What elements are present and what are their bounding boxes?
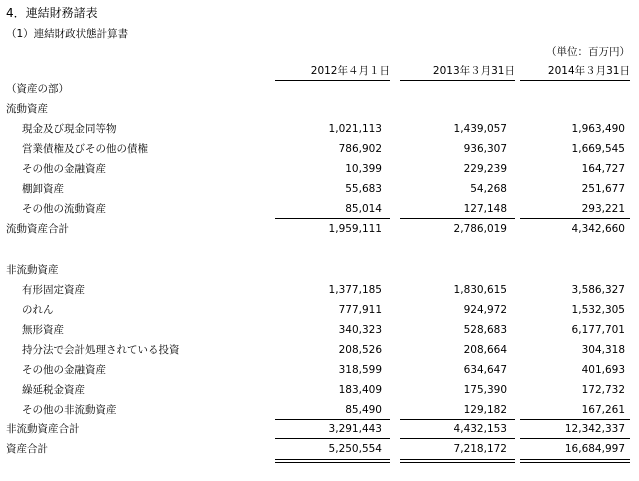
cell-value: 304,318 bbox=[581, 344, 625, 356]
section-title: 4．連結財務諸表 bbox=[6, 6, 98, 20]
row-label: 持分法で会計処理されている投資 bbox=[22, 344, 180, 356]
subtotal-rule bbox=[520, 438, 630, 439]
cell-value: 183,409 bbox=[338, 384, 382, 396]
cell-value: 786,902 bbox=[338, 143, 382, 155]
row-label: その他の非流動資産 bbox=[22, 404, 117, 416]
cell-value: 2,786,019 bbox=[453, 223, 507, 235]
row-label: のれん bbox=[22, 304, 54, 316]
subtotal-rule bbox=[400, 419, 515, 420]
row-label: 非流動資産合計 bbox=[6, 423, 80, 435]
cell-value: 7,218,172 bbox=[453, 443, 507, 455]
cell-value: 12,342,337 bbox=[564, 423, 625, 435]
cell-value: 16,684,997 bbox=[564, 443, 625, 455]
subtotal-rule bbox=[520, 218, 630, 219]
row-label: 繰延税金資産 bbox=[22, 384, 85, 396]
row-label: （資産の部） bbox=[6, 83, 69, 95]
cell-value: 229,239 bbox=[463, 163, 507, 175]
cell-value: 167,261 bbox=[581, 404, 625, 416]
subtotal-rule bbox=[400, 218, 515, 219]
total-double-rule bbox=[400, 459, 515, 463]
cell-value: 129,182 bbox=[463, 404, 507, 416]
cell-value: 3,291,443 bbox=[328, 423, 382, 435]
cell-value: 1,959,111 bbox=[328, 223, 382, 235]
cell-value: 208,664 bbox=[463, 344, 507, 356]
cell-value: 936,307 bbox=[463, 143, 507, 155]
cell-value: 208,526 bbox=[338, 344, 382, 356]
cell-value: 1,021,113 bbox=[328, 123, 382, 135]
row-label: 流動資産 bbox=[6, 103, 48, 115]
cell-value: 1,963,490 bbox=[571, 123, 625, 135]
cell-value: 1,669,545 bbox=[571, 143, 625, 155]
cell-value: 85,014 bbox=[345, 203, 382, 215]
subtotal-rule bbox=[400, 438, 515, 439]
cell-value: 1,439,057 bbox=[453, 123, 507, 135]
cell-value: 318,599 bbox=[338, 364, 382, 376]
row-label: 資産合計 bbox=[6, 443, 48, 455]
row-label: 有形固定資産 bbox=[22, 284, 85, 296]
cell-value: 4,342,660 bbox=[571, 223, 625, 235]
cell-value: 175,390 bbox=[463, 384, 507, 396]
cell-value: 54,268 bbox=[470, 183, 507, 195]
cell-value: 6,177,701 bbox=[571, 324, 625, 336]
cell-value: 340,323 bbox=[338, 324, 382, 336]
header-rule bbox=[275, 80, 390, 81]
cell-value: 10,399 bbox=[345, 163, 382, 175]
row-label: 無形資産 bbox=[22, 324, 64, 336]
row-label: 営業債権及びその他の債権 bbox=[22, 143, 148, 155]
cell-value: 172,732 bbox=[581, 384, 625, 396]
cell-value: 85,490 bbox=[345, 404, 382, 416]
row-label: 流動資産合計 bbox=[6, 223, 69, 235]
total-double-rule bbox=[520, 459, 630, 463]
header-rule bbox=[520, 80, 630, 81]
row-label: その他の金融資産 bbox=[22, 163, 106, 175]
cell-value: 528,683 bbox=[463, 324, 507, 336]
cell-value: 634,647 bbox=[463, 364, 507, 376]
column-header-2014: 2014年３月31日 bbox=[547, 65, 630, 77]
total-double-rule bbox=[275, 459, 390, 463]
header-rule bbox=[400, 80, 515, 81]
cell-value: 5,250,554 bbox=[328, 443, 382, 455]
cell-value: 127,148 bbox=[463, 203, 507, 215]
cell-value: 1,377,185 bbox=[328, 284, 382, 296]
subsection-title: （1）連結財政状態計算書 bbox=[6, 28, 129, 40]
cell-value: 55,683 bbox=[345, 183, 382, 195]
subtotal-rule bbox=[275, 438, 390, 439]
cell-value: 777,911 bbox=[338, 304, 382, 316]
row-label: 棚卸資産 bbox=[22, 183, 64, 195]
subtotal-rule bbox=[520, 419, 630, 420]
subtotal-rule bbox=[275, 419, 390, 420]
row-label: その他の金融資産 bbox=[22, 364, 106, 376]
row-label: 現金及び現金同等物 bbox=[22, 123, 117, 135]
column-header-2013: 2013年３月31日 bbox=[432, 65, 515, 77]
cell-value: 293,221 bbox=[581, 203, 625, 215]
cell-value: 4,432,153 bbox=[453, 423, 507, 435]
cell-value: 164,727 bbox=[581, 163, 625, 175]
cell-value: 251,677 bbox=[581, 183, 625, 195]
cell-value: 3,586,327 bbox=[571, 284, 625, 296]
subtotal-rule bbox=[275, 218, 390, 219]
unit-label: （単位：百万円） bbox=[546, 46, 630, 58]
cell-value: 1,532,305 bbox=[571, 304, 625, 316]
cell-value: 924,972 bbox=[463, 304, 507, 316]
row-label: 非流動資産 bbox=[6, 264, 59, 276]
cell-value: 401,693 bbox=[581, 364, 625, 376]
column-header-2012: 2012年４月１日 bbox=[310, 65, 390, 77]
row-label: その他の流動資産 bbox=[22, 203, 106, 215]
cell-value: 1,830,615 bbox=[453, 284, 507, 296]
